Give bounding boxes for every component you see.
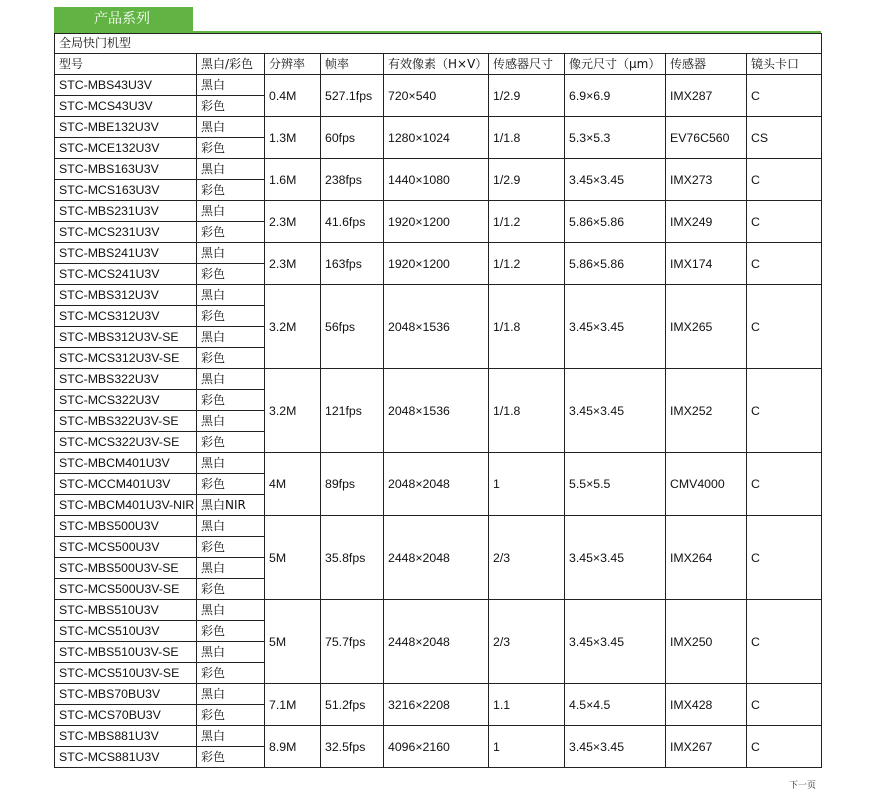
sensor-cell: IMX428 <box>666 684 747 726</box>
mono-color-cell: 彩色 <box>197 390 265 411</box>
pixel-size-cell: 5.3×5.3 <box>565 117 666 159</box>
mono-color-cell: 黑白 <box>197 726 265 747</box>
sensor-size-cell: 2/3 <box>489 600 565 684</box>
lens-mount-cell: C <box>747 201 822 243</box>
model-cell: STC-MBE132U3V <box>55 117 197 138</box>
lens-mount-cell: C <box>747 159 822 201</box>
resolution-cell: 3.2M <box>265 369 321 453</box>
model-cell: STC-MBS231U3V <box>55 201 197 222</box>
product-series-tab: 产品系列 <box>54 7 193 31</box>
pixel-size-cell: 3.45×3.45 <box>565 600 666 684</box>
frame-rate-cell: 60fps <box>321 117 384 159</box>
table-title: 全局快门机型 <box>55 34 822 54</box>
mono-color-cell: 黑白 <box>197 558 265 579</box>
effective-pixels-cell: 1280×1024 <box>384 117 489 159</box>
global-shutter-spec-table <box>54 33 822 768</box>
frame-rate-cell: 527.1fps <box>321 75 384 117</box>
effective-pixels-cell: 2048×1536 <box>384 369 489 453</box>
header-frame-rate: 帧率 <box>321 54 384 75</box>
table-row <box>55 201 822 222</box>
mono-color-cell: 彩色 <box>197 705 265 726</box>
sensor-cell: IMX265 <box>666 285 747 369</box>
effective-pixels-cell: 2448×2048 <box>384 600 489 684</box>
mono-color-cell: 黑白 <box>197 411 265 432</box>
mono-color-cell: 黑白 <box>197 117 265 138</box>
table-row <box>55 453 822 474</box>
mono-color-cell: 黑白 <box>197 327 265 348</box>
pixel-size-cell: 3.45×3.45 <box>565 516 666 600</box>
resolution-cell: 0.4M <box>265 75 321 117</box>
model-cell: STC-MCS322U3V-SE <box>55 432 197 453</box>
mono-color-cell: 彩色 <box>197 180 265 201</box>
mono-color-cell: 黑白NIR <box>197 495 265 516</box>
model-cell: STC-MCS500U3V-SE <box>55 579 197 600</box>
frame-rate-cell: 41.6fps <box>321 201 384 243</box>
mono-color-cell: 彩色 <box>197 432 265 453</box>
sensor-cell: IMX174 <box>666 243 747 285</box>
table-row <box>55 159 822 180</box>
pixel-size-cell: 5.86×5.86 <box>565 201 666 243</box>
pixel-size-cell: 6.9×6.9 <box>565 75 666 117</box>
sensor-size-cell: 1 <box>489 453 565 516</box>
table-row <box>55 285 822 306</box>
model-cell: STC-MCS312U3V-SE <box>55 348 197 369</box>
mono-color-cell: 彩色 <box>197 579 265 600</box>
mono-color-cell: 黑白 <box>197 159 265 180</box>
model-cell: STC-MBS881U3V <box>55 726 197 747</box>
model-cell: STC-MBS70BU3V <box>55 684 197 705</box>
sensor-cell: IMX273 <box>666 159 747 201</box>
mono-color-cell: 黑白 <box>197 369 265 390</box>
mono-color-cell: 黑白 <box>197 243 265 264</box>
resolution-cell: 1.3M <box>265 117 321 159</box>
model-cell: STC-MBS163U3V <box>55 159 197 180</box>
model-cell: STC-MCS163U3V <box>55 180 197 201</box>
model-cell: STC-MBS500U3V-SE <box>55 558 197 579</box>
resolution-cell: 3.2M <box>265 285 321 369</box>
frame-rate-cell: 32.5fps <box>321 726 384 768</box>
effective-pixels-cell: 2048×1536 <box>384 285 489 369</box>
resolution-cell: 2.3M <box>265 201 321 243</box>
mono-color-cell: 黑白 <box>197 600 265 621</box>
model-cell: STC-MBS312U3V <box>55 285 197 306</box>
sensor-cell: IMX264 <box>666 516 747 600</box>
model-cell: STC-MCS881U3V <box>55 747 197 768</box>
frame-rate-cell: 51.2fps <box>321 684 384 726</box>
sensor-size-cell: 1.1 <box>489 684 565 726</box>
frame-rate-cell: 75.7fps <box>321 600 384 684</box>
model-cell: STC-MCS70BU3V <box>55 705 197 726</box>
sensor-cell: IMX249 <box>666 201 747 243</box>
table-row <box>55 726 822 747</box>
mono-color-cell: 彩色 <box>197 96 265 117</box>
model-cell: STC-MBS43U3V <box>55 75 197 96</box>
effective-pixels-cell: 1920×1200 <box>384 201 489 243</box>
mono-color-cell: 彩色 <box>197 222 265 243</box>
lens-mount-cell: C <box>747 684 822 726</box>
resolution-cell: 7.1M <box>265 684 321 726</box>
model-cell: STC-MCS322U3V <box>55 390 197 411</box>
lens-mount-cell: C <box>747 285 822 369</box>
mono-color-cell: 黑白 <box>197 684 265 705</box>
lens-mount-cell: C <box>747 75 822 117</box>
header-pixel-size: 像元尺寸（μm） <box>565 54 666 75</box>
mono-color-cell: 黑白 <box>197 75 265 96</box>
sensor-size-cell: 1/1.8 <box>489 285 565 369</box>
header-sensor-size: 传感器尺寸 <box>489 54 565 75</box>
lens-mount-cell: C <box>747 453 822 516</box>
model-cell: STC-MBCM401U3V <box>55 453 197 474</box>
sensor-cell: CMV4000 <box>666 453 747 516</box>
header-row <box>55 54 822 75</box>
model-cell: STC-MCS241U3V <box>55 264 197 285</box>
frame-rate-cell: 121fps <box>321 369 384 453</box>
pixel-size-cell: 3.45×3.45 <box>565 285 666 369</box>
model-cell: STC-MCS500U3V <box>55 537 197 558</box>
effective-pixels-cell: 2448×2048 <box>384 516 489 600</box>
model-cell: STC-MBS500U3V <box>55 516 197 537</box>
resolution-cell: 5M <box>265 516 321 600</box>
model-cell: STC-MBCM401U3V-NIR <box>55 495 197 516</box>
pixel-size-cell: 3.45×3.45 <box>565 726 666 768</box>
lens-mount-cell: C <box>747 243 822 285</box>
sensor-cell: IMX250 <box>666 600 747 684</box>
pixel-size-cell: 5.86×5.86 <box>565 243 666 285</box>
mono-color-cell: 彩色 <box>197 621 265 642</box>
mono-color-cell: 黑白 <box>197 453 265 474</box>
sensor-size-cell: 1 <box>489 726 565 768</box>
mono-color-cell: 黑白 <box>197 516 265 537</box>
header-resolution: 分辨率 <box>265 54 321 75</box>
table-row <box>55 684 822 705</box>
mono-color-cell: 彩色 <box>197 306 265 327</box>
effective-pixels-cell: 2048×2048 <box>384 453 489 516</box>
lens-mount-cell: C <box>747 726 822 768</box>
resolution-cell: 1.6M <box>265 159 321 201</box>
table-row <box>55 243 822 264</box>
mono-color-cell: 彩色 <box>197 537 265 558</box>
table-row <box>55 516 822 537</box>
model-cell: STC-MBS510U3V <box>55 600 197 621</box>
lens-mount-cell: C <box>747 369 822 453</box>
model-cell: STC-MCS312U3V <box>55 306 197 327</box>
sensor-cell: IMX287 <box>666 75 747 117</box>
mono-color-cell: 彩色 <box>197 747 265 768</box>
model-cell: STC-MCE132U3V <box>55 138 197 159</box>
model-cell: STC-MBS241U3V <box>55 243 197 264</box>
effective-pixels-cell: 4096×2160 <box>384 726 489 768</box>
sensor-size-cell: 1/1.8 <box>489 117 565 159</box>
table-row <box>55 117 822 138</box>
lens-mount-cell: C <box>747 600 822 684</box>
header-lens-mount: 镜头卡口 <box>747 54 822 75</box>
sensor-size-cell: 1/2.9 <box>489 75 565 117</box>
sensor-size-cell: 1/1.8 <box>489 369 565 453</box>
mono-color-cell: 黑白 <box>197 642 265 663</box>
table-row <box>55 75 822 96</box>
model-cell: STC-MCS43U3V <box>55 96 197 117</box>
mono-color-cell: 彩色 <box>197 474 265 495</box>
header-sensor: 传感器 <box>666 54 747 75</box>
lens-mount-cell: CS <box>747 117 822 159</box>
mono-color-cell: 彩色 <box>197 264 265 285</box>
pixel-size-cell: 5.5×5.5 <box>565 453 666 516</box>
header-mono-color: 黑白/彩色 <box>197 54 265 75</box>
effective-pixels-cell: 1440×1080 <box>384 159 489 201</box>
model-cell: STC-MBS322U3V-SE <box>55 411 197 432</box>
sensor-cell: EV76C560 <box>666 117 747 159</box>
mono-color-cell: 彩色 <box>197 138 265 159</box>
sensor-size-cell: 1/2.9 <box>489 159 565 201</box>
frame-rate-cell: 35.8fps <box>321 516 384 600</box>
effective-pixels-cell: 1920×1200 <box>384 243 489 285</box>
mono-color-cell: 彩色 <box>197 348 265 369</box>
sensor-cell: IMX252 <box>666 369 747 453</box>
sensor-size-cell: 1/1.2 <box>489 201 565 243</box>
frame-rate-cell: 56fps <box>321 285 384 369</box>
sensor-size-cell: 2/3 <box>489 516 565 600</box>
header-model: 型号 <box>55 54 197 75</box>
sensor-cell: IMX267 <box>666 726 747 768</box>
model-cell: STC-MCS510U3V-SE <box>55 663 197 684</box>
header-effective-pixels: 有效像素（H×V） <box>384 54 489 75</box>
frame-rate-cell: 238fps <box>321 159 384 201</box>
spec-table-body <box>55 75 822 768</box>
model-cell: STC-MCS231U3V <box>55 222 197 243</box>
resolution-cell: 2.3M <box>265 243 321 285</box>
pixel-size-cell: 3.45×3.45 <box>565 369 666 453</box>
resolution-cell: 5M <box>265 600 321 684</box>
effective-pixels-cell: 720×540 <box>384 75 489 117</box>
table-row <box>55 369 822 390</box>
effective-pixels-cell: 3216×2208 <box>384 684 489 726</box>
model-cell: STC-MCCM401U3V <box>55 474 197 495</box>
resolution-cell: 8.9M <box>265 726 321 768</box>
mono-color-cell: 黑白 <box>197 285 265 306</box>
model-cell: STC-MBS322U3V <box>55 369 197 390</box>
model-cell: STC-MBS510U3V-SE <box>55 642 197 663</box>
mono-color-cell: 彩色 <box>197 663 265 684</box>
table-row <box>55 600 822 621</box>
frame-rate-cell: 163fps <box>321 243 384 285</box>
pixel-size-cell: 3.45×3.45 <box>565 159 666 201</box>
sensor-size-cell: 1/1.2 <box>489 243 565 285</box>
lens-mount-cell: C <box>747 516 822 600</box>
pixel-size-cell: 4.5×4.5 <box>565 684 666 726</box>
model-cell: STC-MCS510U3V <box>55 621 197 642</box>
next-page-label: 下一页 <box>789 781 817 791</box>
mono-color-cell: 黑白 <box>197 201 265 222</box>
frame-rate-cell: 89fps <box>321 453 384 516</box>
resolution-cell: 4M <box>265 453 321 516</box>
model-cell: STC-MBS312U3V-SE <box>55 327 197 348</box>
